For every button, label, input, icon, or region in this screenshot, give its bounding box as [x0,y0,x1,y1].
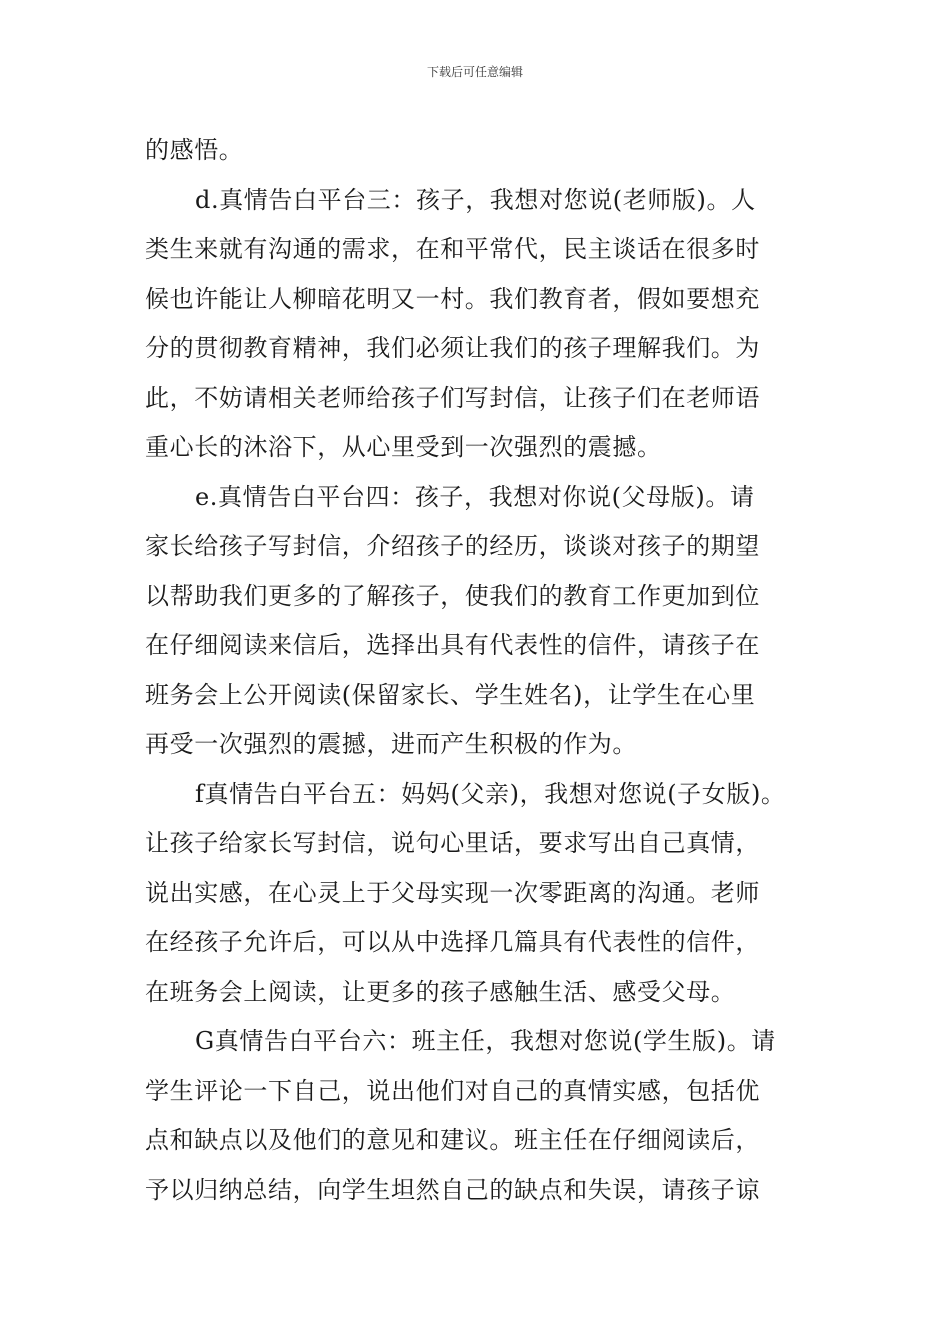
text-line: 予以归纳总结，向学生坦然自己的缺点和失误，请孩子谅 [145,1175,760,1204]
text-line: 在经孩子允许后，可以从中选择几篇具有代表性的信件， [145,928,760,956]
paragraph-g-start: G真情告白平台六：班主任，我想对您说(学生版)。请 [195,1027,776,1055]
text-line: 再受一次强烈的震撼，进而产生积极的作为。 [145,730,637,758]
document-body [145,126,815,1215]
text-line: 班务会上公开阅读(保留家长、学生姓名)，让学生在心里 [145,680,756,709]
paragraph-f-start: f真情告白平台五：妈妈(父亲)，我想对您说(子女版)。 [195,779,786,808]
text-line: 在班务会上阅读，让更多的孩子感触生活、感受父母。 [145,977,736,1006]
text-line: 说出实感，在心灵上于父母实现一次零距离的沟通。老师 [145,878,760,907]
paragraph-d-start: d.真情告白平台三：孩子，我想对您说(老师版)。人 [195,185,756,214]
text-line: 分的贯彻教育精神，我们必须让我们的孩子理解我们。为 [145,334,760,362]
text-line: 此，不妨请相关老师给孩子们写封信，让孩子们在老师语 [145,383,760,412]
text-line: 点和缺点以及他们的意见和建议。班主任在仔细阅读后， [145,1126,760,1154]
text-line: 的感悟。 [145,136,244,164]
text-line: 类生来就有沟通的需求，在和平常代，民主谈话在很多时 [145,235,760,263]
text-line: 在仔细阅读来信后，选择出具有代表性的信件，请孩子在 [145,631,760,659]
text-line: 重心长的沐浴下，从心里受到一次强烈的震撼。 [145,433,662,461]
text-line: 学生评论一下自己，说出他们对自己的真情实感，包括优 [145,1076,760,1105]
paragraph-e-start: e.真情告白平台四：孩子，我想对你说(父母版)。请 [195,482,755,511]
text-line: 候也许能让人柳暗花明又一村。我们教育者，假如要想充 [145,284,760,313]
text-line: 以帮助我们更多的了解孩子，使我们的教育工作更加到位 [145,581,760,610]
page-header: 下载后可任意编辑 [426,65,523,79]
text-line: 让孩子给家长写封信，说句心里话，要求写出自己真情， [145,829,760,857]
text-line: 家长给孩子写封信，介绍孩子的经历，谈谈对孩子的期望 [145,532,760,560]
